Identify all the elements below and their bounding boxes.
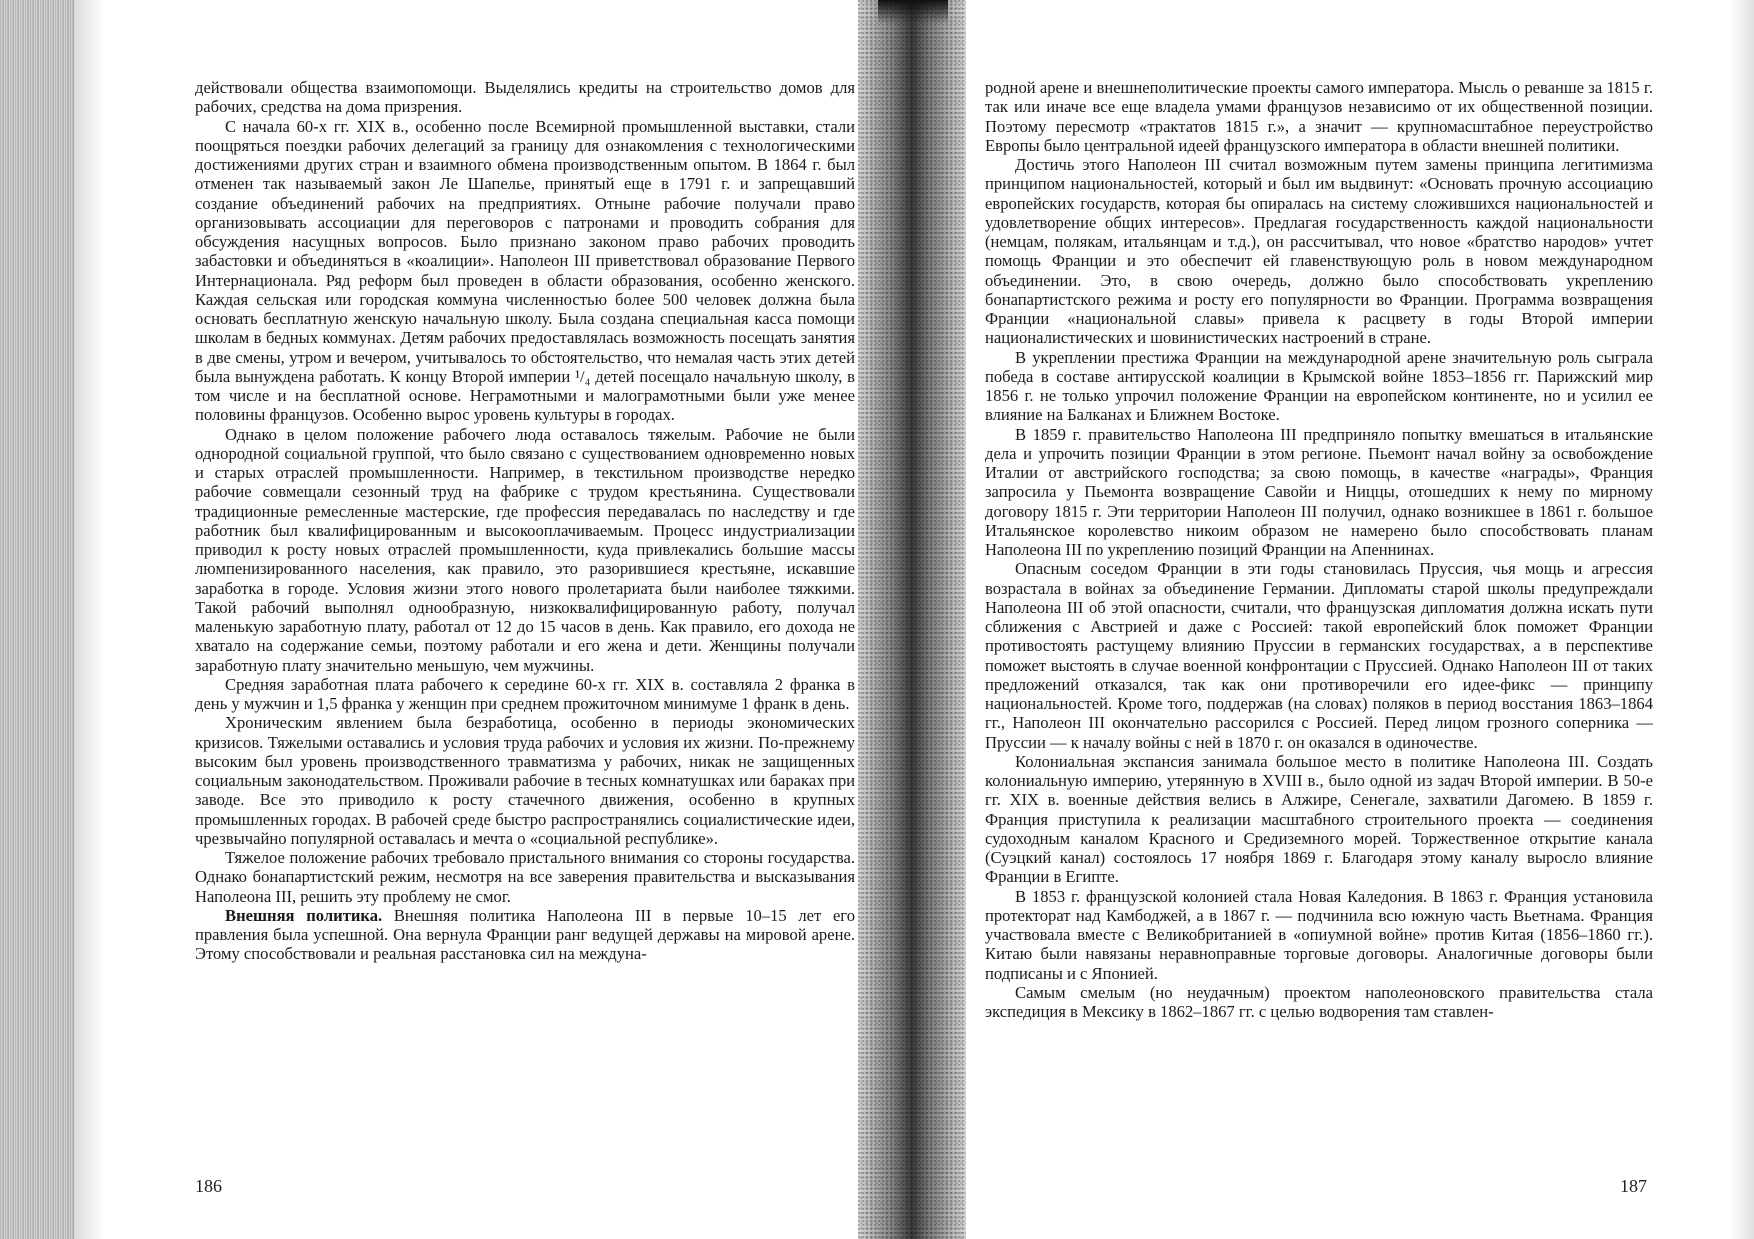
scan-edge-right [1730, 0, 1754, 1239]
paragraph: Колониальная экспансия занимала большое место в политике Наполеона III. Создать колониальную империю, утерянную в XVIII в., было одной из задач Второй империи. В 50-е гг. XIX в. военные действия велись в Алжире, Сенегале, захватили Дагомею. В 1859 г. Франция приступила к реализации масштабного строительного проекта — соединения судоходным каналом Красного и Средиземного морей. Торжественное открытие канала (Суэцкий канал) состоялось 17 ноября 1869 г. Благодаря этому каналу выросло влияние Франции в Египте. [985, 751, 1653, 887]
paragraph-foreign-policy [195, 906, 855, 964]
paragraph: Однако в целом положение рабочего люда оставалось тяжелым. Рабочие не были однородной социальной группой, что было связано с существованием одновременно новых и старых отраслей промышленности. Например, в текстильном производстве нередко рабочие совмещали сезонный труд на фабрике с трудом крестьянина. Существовали традиционные ремесленные мастерские, где профессия передавалась по наследству и где работник был квалифицированным и высокооплачиваемым. Процесс индустриализации приводил к росту новых отраслей промышленности, куда привлекались большие массы люмпенизированного населения, как правило, это разорившиеся крестьяне, искавшие заработка в городе. Условия жизни этого нового пролетариата были наиболее тяжкими. Такой рабочий выполнял однообразную, низкоквалифицированную работу, получал маленькую заработную плату, работал от 12 до 15 часов в день. Как правило, его дохода не хватало на содержание семьи, поэтому работали и его жена и дети. Женщины получали заработную плату значительно меньшую, чем мужчины. [195, 424, 855, 675]
section-text: Внешняя политика Наполеона III в первые 10–15 лет его правления была успешной. Она вернула Франции ранг ведущей державы на мировой арене. Этому способствовали и реальная расстановка сил на междуна- [195, 905, 855, 964]
paragraph: Опасным соседом Франции в эти годы становилась Пруссия, чья мощь и агрессия возрастала в войнах за объединение Германии. Дипломаты старой школы предупреждали Наполеона III об этой опасности, считали, что французская дипломатия должна искать пути сближения с Австрией и даже с Россией: такой европейский блок поможет Франции противостоять растущему влиянию Пруссии в германских государствах, а в перспективе поможет выстоять в случае военной конфронтации с Пруссией. Однако Наполеон III от таких предложений отказался, так как они противоречили его идее-фикс — принципу национальностей. Кроме того, поддержав (на словах) поляков в период восстания 1863–1864 гг., Наполеон III окончательно рассорился с Россией. Перед лицом грозного соперника — Пруссии — к началу войны с ней в 1870 г. он оказался в одиночестве. [985, 559, 1653, 752]
paragraph: Самым смелым (но неудачным) проектом наполеоновского правительства стала экспедиция в Мексику в 1862–1867 гг. с целью водворения там ставлен- [985, 982, 1653, 1021]
right-page [985, 78, 1653, 1021]
left-page [195, 78, 855, 964]
paragraph: В 1859 г. правительство Наполеона III предприняло попытку вмешаться в итальянские дела и упрочить позиции Франции в этом регионе. Пьемонт начал войну за освобождение Италии от австрийского господства; за свою помощь, в качестве «награды», Франция запросила у Пьемонта возвращение Савойи и Ниццы, отошедших к нему по мирному договору 1815 г. Эти территории Наполеон III получил, однако возникшее в 1861 г. большое Итальянское королевство никоим образом не намерено было способствовать планам Наполеона III по укреплению позиций Франции на Апеннинах. [985, 424, 1653, 559]
paragraph: родной арене и внешнеполитические проекты самого императора. Мысль о реванше за 1815 г. так или иначе все еще владела умами французов независимо от их общественной позиции. Поэтому пересмотр «трактатов 1815 г.», а значит — крупномасштабное переустройство Европы было центральной идеей французского императора в области внешней политики. [985, 78, 1653, 155]
paragraph: Хроническим явлением была безработица, особенно в периоды экономических кризисов. Тяжелыми оставались и условия труда рабочих и условия их жизни. По-прежнему высоким был уровень производственного травматизма у рабочих, никак не защищенных социальным законодательством. Проживали рабочие в тесных комнатушках или бараках при заводе. Все это приводило к росту стачечного движения, особенно в крупных промышленных городах. В рабочей среде быстро распространялись социалистические идеи, чрезвычайно популярной оставалась и мечта о «социальной республике». [195, 713, 855, 848]
page-number-left: 186 [195, 1176, 222, 1196]
paragraph: В укреплении престижа Франции на международной арене значительную роль сыграла победа в составе антирусской коалиции в Крымской войне 1853–1856 гг. Парижский мир 1856 г. не только упрочил положение Франции на европейском континенте, но и усилил ее влияние на Балканах и Ближнем Востоке. [985, 347, 1653, 425]
paragraph: В 1853 г. французской колонией стала Новая Каледония. В 1863 г. Франция установила протекторат над Камбоджей, а в 1867 г. — подчинила всю южную часть Вьетнама. Франция участвовала вместе с Великобританией в «опиумной войне» против Китая (1856–1860 гг.). Китаю были навязаны неравноправные торговые договоры. Аналогичные договоры были подписаны и с Японией. [985, 886, 1653, 983]
scan-edge-shadow [0, 0, 75, 1239]
section-heading: Внешняя политика. [225, 905, 383, 925]
paragraph: С начала 60-х гг. XIX в., особенно после Всемирной промышленной выставки, стали поощряться поездки рабочих делегаций за границу для ознакомления с технологическими достижениями других стран и взаимного обмена производственным опытом. В 1864 г. был отменен так называемый закон Ле Шапелье, принятый еще в 1791 г. и запрещавший создание объединений рабочих на предприятиях. Отныне рабочие получали право организовывать ассоциации для переговоров с патронами и проводить собрания для обсуждения насущных вопросов. Было признано законом право рабочих проводить забастовки и объединяться в «коалиции». Наполеон III приветствовал образование Первого Интернационала. Ряд реформ был проведен в области образования, особенно женского. Каждая сельская или городская коммуна численностью более 500 человек должна была основать бесплатную женскую начальную школу. Была создана специальная касса помощи школам в бедных коммунах. Детям рабочих предоставлялась возможность посещать занятия в две смены, утром и вечером, учитывалось то обстоятельство, что немалая часть этих детей была вынуждена работать. К концу Второй империи ¹/₄ детей посещало начальную школу, в том числе и на бесплатной основе. Неграмотными и малограмотными были уже менее половины французов. Особенно вырос уровень культуры в городах. [195, 116, 855, 425]
book-gutter [858, 0, 966, 1239]
page-number-right: 187 [1620, 1176, 1647, 1196]
paragraph: Достичь этого Наполеон III считал возможным путем замены принципа легитимизма принципом национальностей, который и был им выдвинут: «Основать прочную ассоциацию европейских государств, которая бы опиралась на систему сложившихся национальностей и удовлетворение общих интересов». Предлагая государственность каждой национальности (немцам, полякам, итальянцам и т.д.), он рассчитывал, что новое «братство народов» учтет помощь Франции и это обеспечит ей главенствующую роль в новом международном объединении. Это, в свою очередь, должно было способствовать укреплению бонапартистского режима и росту его популярности во Франции. Программа возвращения Франции «национальной славы» привела к расцвету в годы Второй империи националистических и шовинистических настроений в стране. [985, 155, 1653, 348]
paragraph: Тяжелое положение рабочих требовало пристального внимания со стороны государства. Однако бонапартистский режим, несмотря на все заверения правительства и высказывания Наполеона III, решить эту проблему не смог. [195, 848, 855, 906]
paragraph: действовали общества взаимопомощи. Выделялись кредиты на строительство домов для рабочих, средства на дома призрения. [195, 78, 855, 117]
paragraph: Средняя заработная плата рабочего к середине 60-х гг. XIX в. составляла 2 франка в день у мужчин и 1,5 франка у женщин при среднем прожиточном минимуме 1 франк в день. [195, 674, 855, 713]
